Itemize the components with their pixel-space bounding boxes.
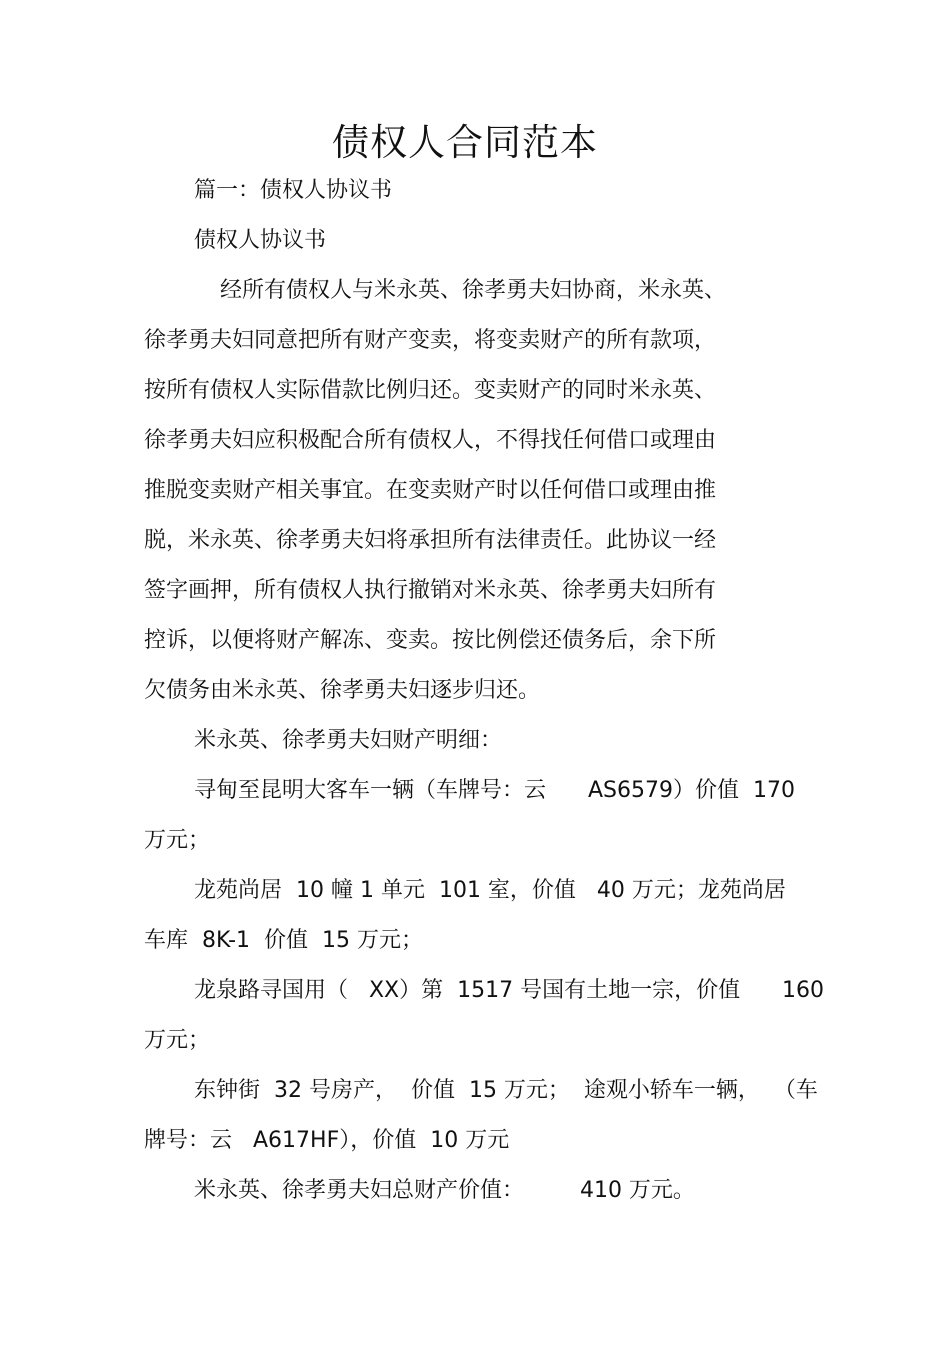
asset-line: 龙泉路寻国用（ XX）第 1517 号国有土地一宗，价值 160 bbox=[194, 978, 825, 1003]
paragraph-line: 脱，米永英、徐孝勇夫妇将承担所有法律责任。此协议一经 bbox=[144, 528, 717, 553]
document-title: 债权人合同范本 bbox=[332, 121, 598, 164]
paragraph-line: 控诉，以便将财产解冻、变卖。按比例偿还债务后，余下所 bbox=[144, 628, 717, 653]
asset-line: 牌号：云 A617HF），价值 10 万元 bbox=[144, 1128, 510, 1153]
paragraph-line: 签字画押，所有债权人执行撤销对米永英、徐孝勇夫妇所有 bbox=[144, 578, 717, 603]
asset-line: 龙苑尚居 10 幢 1 单元 101 室，价值 40 万元；龙苑尚居 bbox=[194, 878, 786, 903]
asset-line: 车库 8K-1 价值 15 万元； bbox=[144, 928, 423, 953]
asset-line: 东钟街 32 号房产， 价值 15 万元； 途观小轿车一辆， （车 bbox=[194, 1078, 818, 1103]
paragraph-line: 徐孝勇夫妇同意把所有财产变卖，将变卖财产的所有款项， bbox=[144, 328, 717, 353]
sub-heading: 债权人协议书 bbox=[194, 228, 327, 253]
assets-heading: 米永英、徐孝勇夫妇财产明细： bbox=[194, 728, 503, 753]
total-value: 米永英、徐孝勇夫妇总财产价值： 410 万元。 bbox=[194, 1178, 695, 1203]
paragraph-line: 徐孝勇夫妇应积极配合所有债权人，不得找任何借口或理由 bbox=[144, 428, 717, 453]
paragraph-line: 经所有债权人与米永英、徐孝勇夫妇协商，米永英、 bbox=[220, 278, 727, 303]
section-heading: 篇一：债权人协议书 bbox=[194, 178, 393, 203]
paragraph-line: 推脱变卖财产相关事宜。在变卖财产时以任何借口或理由推 bbox=[144, 478, 717, 503]
asset-line: 万元； bbox=[144, 828, 211, 853]
asset-line: 寻甸至昆明大客车一辆（车牌号：云 AS6579）价值 170 bbox=[194, 778, 795, 803]
paragraph-line: 欠债务由米永英、徐孝勇夫妇逐步归还。 bbox=[144, 678, 541, 703]
asset-line: 万元； bbox=[144, 1028, 211, 1053]
paragraph-line: 按所有债权人实际借款比例归还。变卖财产的同时米永英、 bbox=[144, 378, 717, 403]
